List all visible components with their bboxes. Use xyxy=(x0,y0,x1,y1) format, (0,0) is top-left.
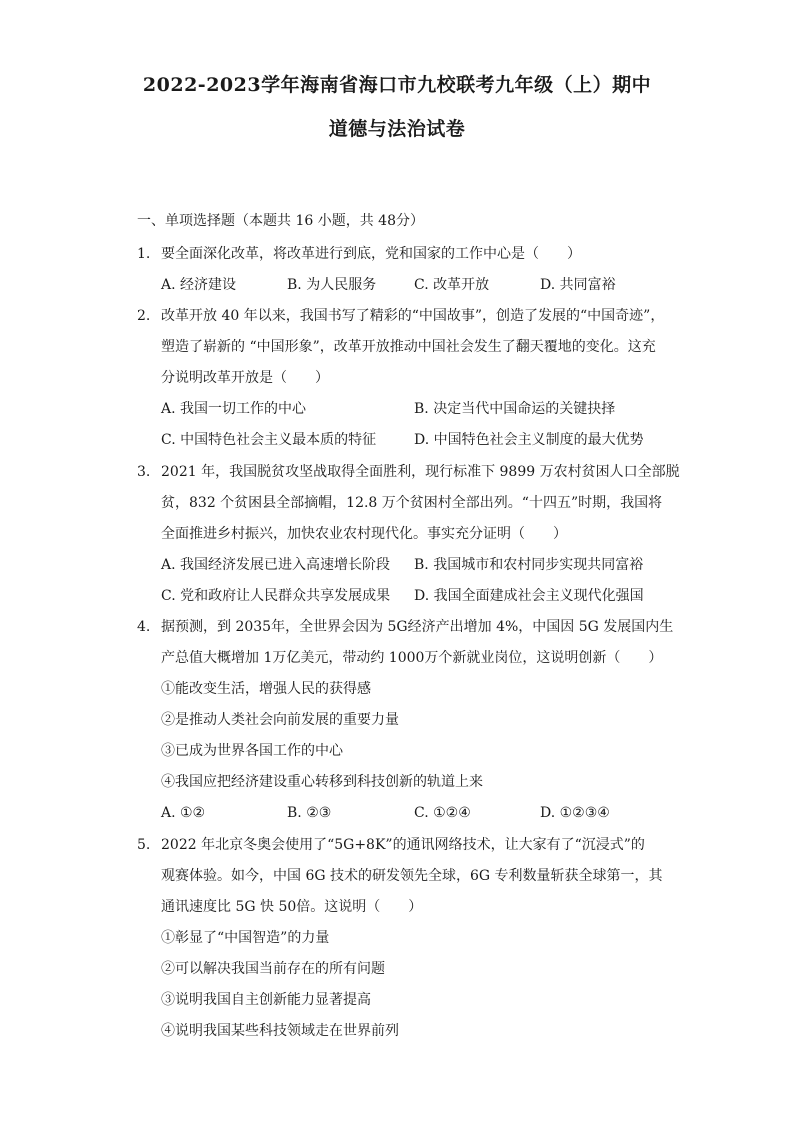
option-c: C. ①②④ xyxy=(414,805,471,821)
question-text: 通讯速度比 5G 快 50倍。这说明（ ） xyxy=(161,899,423,915)
option-b: B. 我国城市和农村同步实现共同富裕 xyxy=(414,557,644,573)
option-b: B. 决定当代中国命运的关键抉择 xyxy=(414,401,616,417)
question-number: 4. xyxy=(137,619,151,635)
question-text: 要全面深化改革，将改革进行到底，党和国家的工作中心是（ ） xyxy=(161,246,581,262)
exam-title-line1: 2022-2023学年海南省海口市九校联考九年级（上）期中 xyxy=(142,74,652,96)
option-d: D. 中国特色社会主义制度的最大优势 xyxy=(414,432,644,448)
question-number: 2. xyxy=(137,308,151,324)
statement-3: ③说明我国自主创新能力显著提高 xyxy=(161,992,371,1008)
question-text: 产总值大概增加 1万亿美元，带动约 1000万个新就业岗位，这说明创新（ ） xyxy=(161,650,663,666)
option-b: B. 为人民服务 xyxy=(287,277,377,293)
option-a: A. ①② xyxy=(161,805,206,821)
section-heading: 一、单项选择题（本题共 16 小题，共 48分） xyxy=(137,213,424,229)
statement-1: ①能改变生活，增强人民的获得感 xyxy=(161,681,371,697)
question-number: 5. xyxy=(137,837,151,853)
option-c: C. 党和政府让人民群众共享发展成果 xyxy=(161,588,391,604)
option-a: A. 我国经济发展已进入高速增长阶段 xyxy=(161,557,391,573)
question-text: 贫，832 个贫困县全部摘帽，12.8 万个贫困村全部出列。“十四五”时期，我国将 xyxy=(161,495,663,511)
option-c: C. 中国特色社会主义最本质的特征 xyxy=(161,432,377,448)
option-d: D. 我国全面建成社会主义现代化强国 xyxy=(414,588,644,604)
question-number: 3. xyxy=(137,464,151,480)
question-text: 2022 年北京冬奥会使用了“5G+8K”的通讯网络技术，让大家有了“沉浸式”的 xyxy=(161,837,645,853)
question-text: 分说明改革开放是（ ） xyxy=(161,370,329,386)
statement-2: ②是推动人类社会向前发展的重要力量 xyxy=(161,712,399,728)
option-c: C. 改革开放 xyxy=(414,277,490,293)
question-number: 1. xyxy=(137,246,151,262)
option-a: A. 经济建设 xyxy=(161,277,237,293)
question-text: 观赛体验。如今，中国 6G 技术的研发领先全球，6G 专利数量斩获全球第一，其 xyxy=(161,868,663,884)
question-text: 改革开放 40 年以来，我国书写了精彩的“中国故事”，创造了发展的“中国奇迹”， xyxy=(161,308,665,324)
question-text: 塑造了崭新的 “中国形象”，改革开放推动中国社会发生了翻天覆地的变化。这充 xyxy=(161,339,656,355)
option-d: D. ①②③④ xyxy=(540,805,610,821)
statement-4: ④我国应把经济建设重心转移到科技创新的轨道上来 xyxy=(161,774,483,790)
option-b: B. ②③ xyxy=(287,805,332,821)
exam-title-line2: 道德与法治试卷 xyxy=(328,118,466,140)
statement-4: ④说明我国某些科技领域走在世界前列 xyxy=(161,1023,399,1039)
statement-2: ②可以解决我国当前存在的所有问题 xyxy=(161,961,385,977)
question-text: 据预测，到 2035年，全世界会因为 5G经济产出增加 4%，中国因 5G 发展国内生 xyxy=(161,619,674,635)
question-text: 全面推进乡村振兴，加快农业农村现代化。事实充分证明（ ） xyxy=(161,526,567,542)
statement-1: ①彰显了“中国智造”的力量 xyxy=(161,930,330,946)
option-d: D. 共同富裕 xyxy=(540,277,616,293)
option-a: A. 我国一切工作的中心 xyxy=(161,401,307,417)
statement-3: ③已成为世界各国工作的中心 xyxy=(161,743,343,759)
question-text: 2021 年，我国脱贫攻坚战取得全面胜利，现行标准下 9899 万农村贫困人口全部脱 xyxy=(161,464,680,480)
